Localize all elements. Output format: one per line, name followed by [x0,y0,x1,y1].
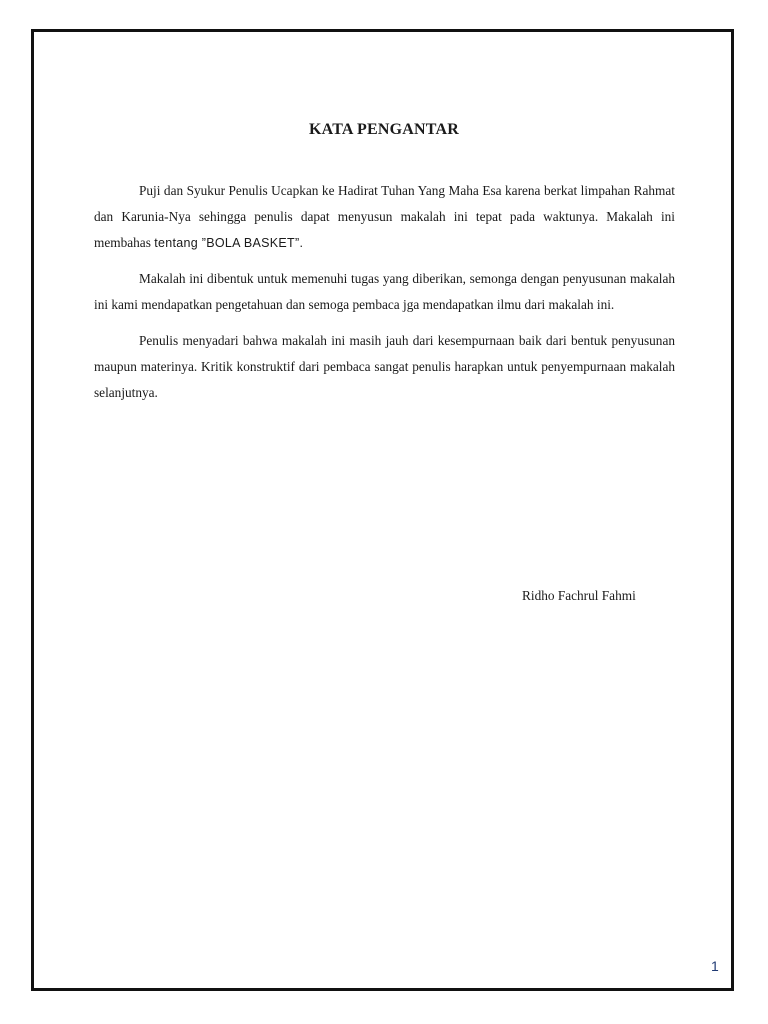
paragraph-1 [94,178,675,256]
body-text [94,178,675,416]
page-title: KATA PENGANTAR [309,121,459,138]
paragraph-1-topic: tentang ”BOLA BASKET”. [154,236,304,250]
page-number: 1 [711,958,719,974]
paragraph-2: Makalah ini dibentuk untuk memenuhi tugas yang diberikan, semonga dengan penyusunan makalah ini kami mendapatkan pengetahuan dan semoga pembaca jga mendapatkan ilmu dari makalah ini. [94,271,675,312]
page-border [31,29,734,991]
paragraph-1-text: Puji dan Syukur Penulis Ucapkan ke Hadirat Tuhan Yang Maha Esa karena berkat limpahan Rahmat dan Karunia-Nya sehingga penulis dapat menyusun makalah ini tepat pada waktunya. Makalah ini membahas [94,183,675,250]
paragraph-3: Penulis menyadari bahwa makalah ini masih jauh dari kesempurnaan baik dari bentuk penyusunan maupun materinya. Kritik konstruktif dari pembaca sangat penulis harapkan untuk penyempurnaan makalah selanjutnya. [94,333,675,400]
author-signature: Ridho Fachrul Fahmi [522,588,636,603]
